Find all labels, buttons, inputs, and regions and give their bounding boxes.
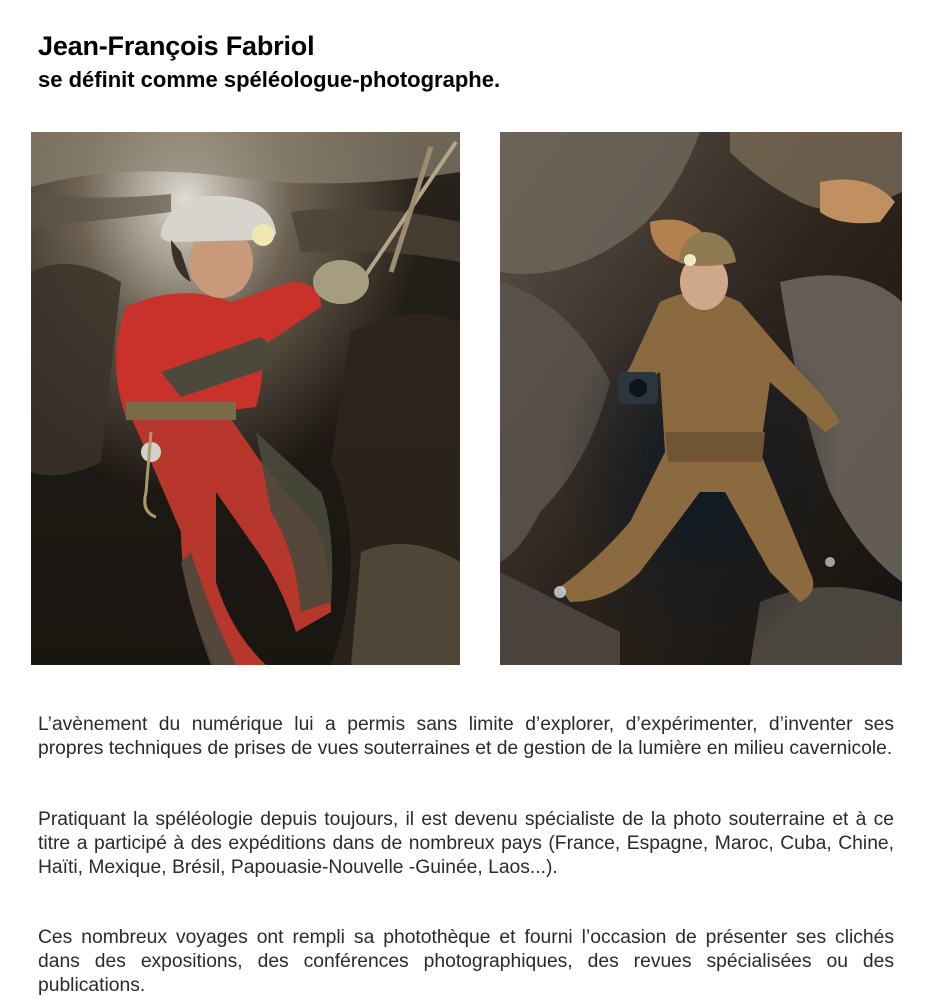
caver-with-camera-photo (500, 132, 902, 665)
paragraph-publications: Ces nombreux voyages ont rempli sa photothèque et fourni l’occasion de présenter ses clichés dans des expositions, des conférences photographiques, des revues spécialisées ou des publications. (38, 927, 894, 996)
paragraph-expeditions: Pratiquant la spéléologie depuis toujours, il est devenu spécialiste de la photo souterraine et à ce titre a participé à des expéditions dans de nombreux pays (France, Espagne, Maroc, Cuba, Chine, Haïti, Mexique, Brésil, Papouasie-Nouvelle -Guinée, Laos...). (38, 809, 894, 878)
page-subtitle: se définit comme spéléologue-photographe. (38, 67, 501, 92)
paragraph-digital-techniques: L’avènement du numérique lui a permis sans limite d’explorer, d’expérimenter, d’inventer ses propres techniques de prises de vues souterraines et de gestion de la lumière en milieu cavernicole. (38, 714, 894, 759)
caver-with-camera-illustration (500, 132, 902, 665)
page-title: Jean-François Fabriol (38, 31, 315, 61)
caver-red-suit-photo (31, 132, 460, 665)
caver-red-suit-illustration (31, 132, 460, 665)
